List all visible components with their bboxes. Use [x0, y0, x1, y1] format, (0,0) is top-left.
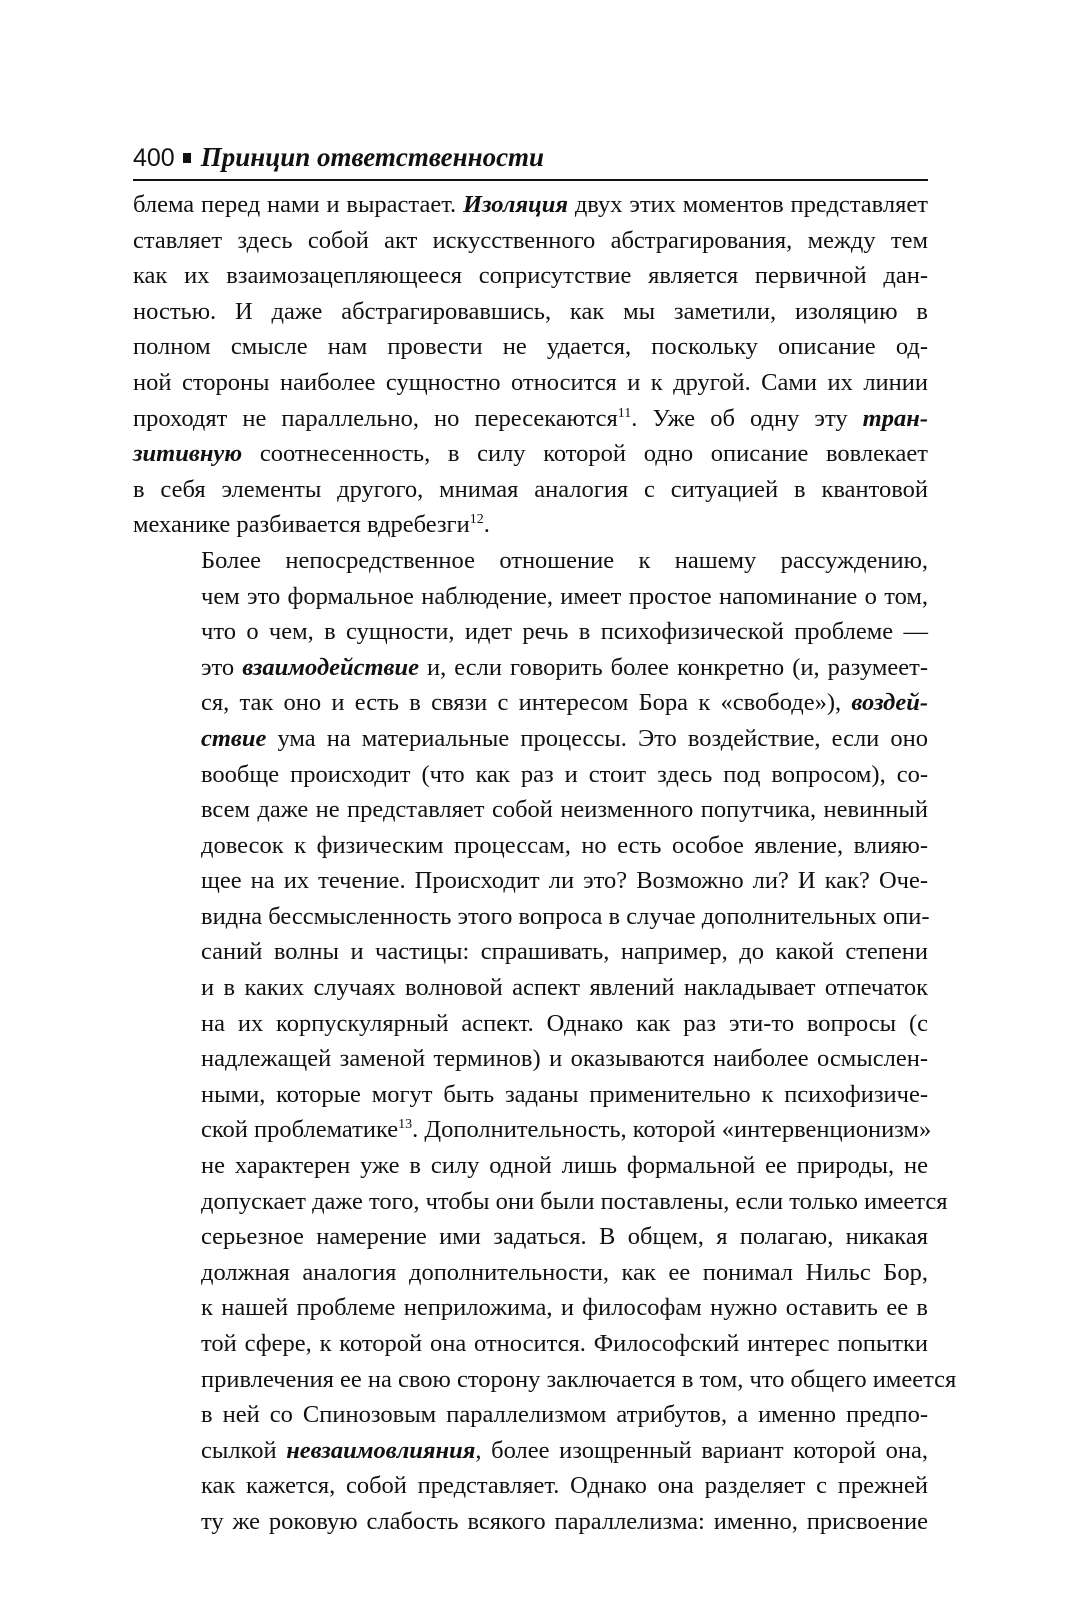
text-line: щее на их течение. Происходит ли это? Возможно ли? И как? Оче- [201, 867, 928, 895]
emphasis: тран- [862, 404, 928, 432]
text-line: ской проблематике$^{13}$. Дополнительность, которой «интервенционизм» [201, 1116, 932, 1144]
page-number: 400 [133, 144, 175, 172]
text-line: ной стороны наиболее сущностно относится и к другой. Сами их линии [133, 368, 928, 396]
emphasis: ствие [201, 724, 267, 752]
text-line: ностью. И даже абстрагировавшись, как мы заметили, изоляцию в [133, 297, 928, 325]
paragraph-1 [133, 187, 928, 543]
text-line: механике разбивается вдребезги$^{12}$. [133, 511, 490, 539]
emphasis: Изоляция [463, 191, 568, 218]
text-line: саний волны и частицы: спрашивать, например, до какой степени [201, 938, 928, 966]
text-line: блема перед нами и вырастает. Изоляция двух этих моментов представляет [133, 191, 928, 218]
text-line: Более непосредственное отношение к нашему рассуждению, [201, 546, 928, 574]
paragraph-2 [133, 543, 957, 1540]
text-line: в себя элементы другого, мнимая аналогия с ситуацией в квантовой [133, 475, 928, 503]
text-line: ту же роковую слабость всякого параллелизма: именно, присвоение [201, 1507, 928, 1535]
text-line: как кажется, собой представляет. Однако она разделяет с прежней [201, 1472, 928, 1500]
text-line: проходят не параллельно, но пересекаются$^{11}$. Уже об одну эту тран- [133, 404, 928, 432]
footnote-ref: 13 [398, 1117, 413, 1133]
text-line: на их корпускулярный аспект. Однако как раз эти-то вопросы (с [201, 1009, 928, 1037]
text-line: допускает даже того, чтобы они были поставлены, если только имеется [201, 1187, 948, 1215]
emphasis: взаимодействие [242, 653, 419, 681]
body-text [133, 187, 957, 1540]
text-line: полном смысле нам провести не удается, поскольку описание од- [133, 333, 928, 361]
bullet-icon [183, 153, 191, 163]
text-line: ся, так оно и есть в связи с интересом Бора к «свободе»), воздей- [201, 689, 928, 717]
running-head-title: Принцип ответственности [200, 142, 545, 172]
text-line: всем даже не представляет собой неизменного попутчика, невинный [201, 796, 928, 824]
text-line: ными, которые могут быть заданы применительно к психофизиче- [201, 1080, 928, 1108]
emphasis: невзаимовлияния [286, 1436, 476, 1464]
text-line: не характерен уже в силу одной лишь формальной ее природы, не [201, 1152, 928, 1180]
emphasis: воздей- [851, 689, 928, 717]
text-line: как их взаимозацепляющееся соприсутствие является первичной дан- [133, 262, 928, 290]
emphasis: зитивную [133, 440, 243, 468]
text-line: зитивную соотнесенность, в силу которой одно описание вовлекает [133, 440, 928, 468]
text-line: надлежащей заменой терминов) и оказываются наиболее осмыслен- [201, 1045, 928, 1073]
running-head [133, 140, 928, 181]
text-line: к нашей проблеме неприложима, и философам нужно оставить ее в [201, 1294, 928, 1322]
text-line: что о чем, в сущности, идет речь в психофизической проблеме — [201, 618, 928, 646]
text-line: ставляет здесь собой акт искусственного абстрагирования, между тем [133, 226, 928, 254]
text-line: в ней со Спинозовым параллелизмом атрибутов, а именно предпо- [201, 1401, 928, 1429]
footnote-ref: 12 [469, 512, 484, 528]
text-line: ствие ума на материальные процессы. Это воздействие, если оно [201, 724, 928, 752]
text-line: той сфере, к которой она относится. Философский интерес попытки [201, 1330, 928, 1357]
book-page [133, 140, 957, 1540]
text-line: довесок к физическим процессам, но есть особое явление, влияю- [201, 831, 928, 859]
text-line: видна бессмысленность этого вопроса в случае дополнительных опи- [201, 902, 930, 930]
footnote-ref: 11 [617, 405, 632, 421]
text-line: это взаимодействие и, если говорить более конкретно (и, разумеет- [201, 653, 928, 681]
text-line: должная аналогия дополнительности, как ее понимал Нильс Бор, [201, 1258, 928, 1286]
text-line: и в каких случаях волновой аспект явлений накладывает отпечаток [201, 974, 928, 1002]
text-line: вообще происходит (что как раз и стоит здесь под вопросом), со- [201, 760, 928, 788]
text-line: сылкой невзаимовлияния, более изощренный вариант которой она, [201, 1436, 928, 1464]
text-line: привлечения ее на свою сторону заключается в том, что общего имеется [201, 1365, 957, 1393]
text-line: чем это формальное наблюдение, имеет простое напоминание о том, [201, 582, 928, 610]
text-line: серьезное намерение ими задаться. В общем, я полагаю, никакая [201, 1223, 928, 1251]
